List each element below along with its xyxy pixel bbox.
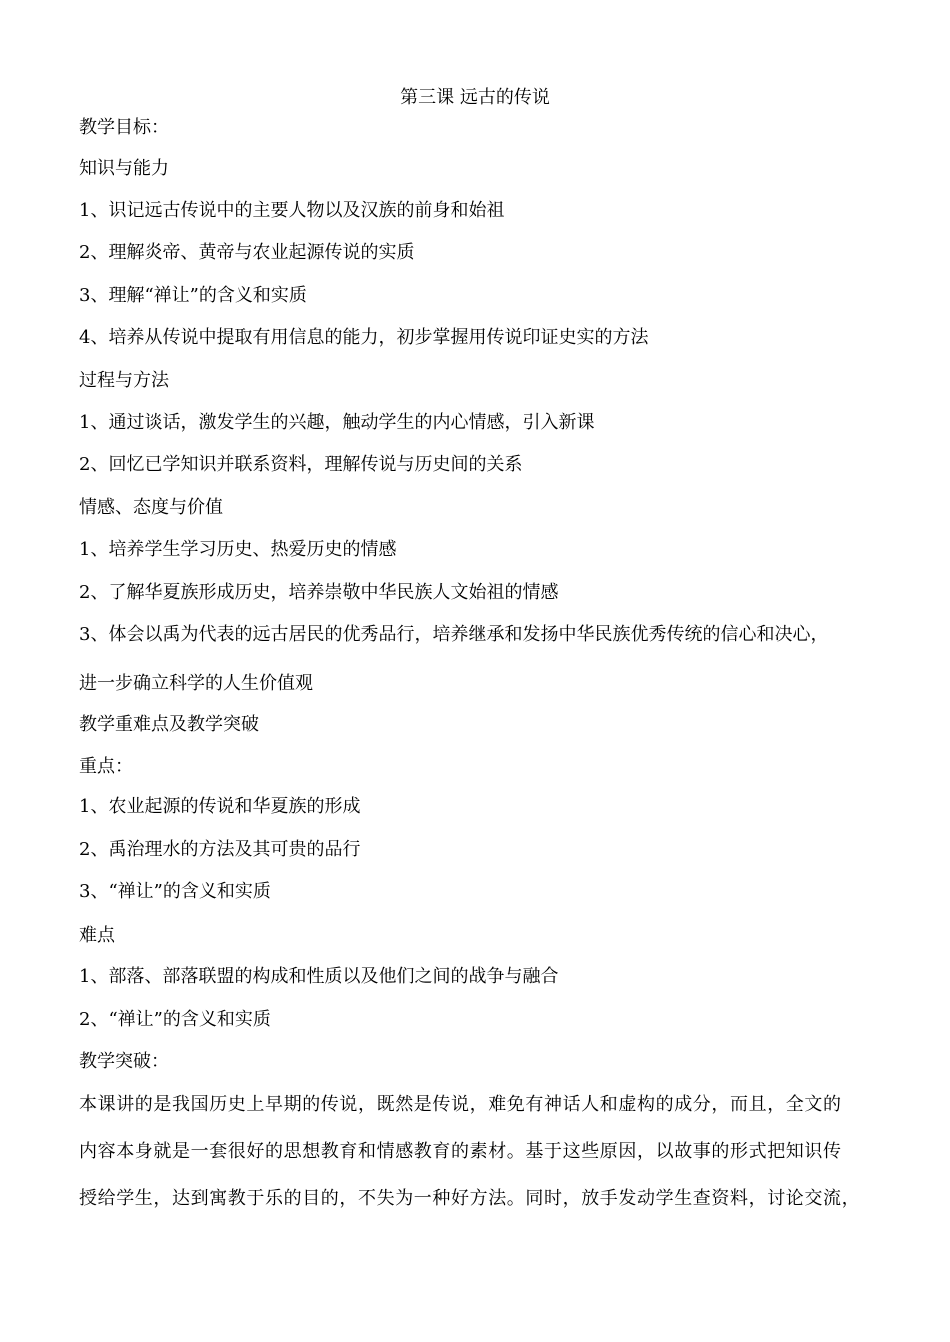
section-heading-teaching-goals: 教学目标：: [79, 117, 169, 138]
list-item: 2、理解炎帝、黄帝与农业起源传说的实质: [79, 242, 415, 263]
list-item: 2、禹治理水的方法及其可贵的品行: [79, 839, 361, 860]
list-item: 4、培养从传说中提取有用信息的能力，初步掌握用传说印证史实的方法: [79, 327, 649, 348]
list-item: 2、了解华夏族形成历史，培养崇敬中华民族人文始祖的情感: [79, 582, 559, 603]
list-item: 3、体会以禹为代表的远古居民的优秀品行，培养继承和发扬中华民族优秀传统的信心和决心，: [79, 624, 829, 645]
subheading-knowledge-ability: 知识与能力: [79, 158, 169, 179]
list-item: 2、“禅让”的含义和实质: [79, 1009, 271, 1030]
list-item: 3、理解“禅让”的含义和实质: [79, 285, 307, 306]
list-item: 1、部落、部落联盟的构成和性质以及他们之间的战争与融合: [79, 966, 559, 987]
list-item: 2、回忆已学知识并联系资料，理解传说与历史间的关系: [79, 454, 523, 475]
subheading-emotion-attitude-value: 情感、态度与价值: [79, 497, 223, 518]
section-heading-key-difficult-points: 教学重难点及教学突破: [79, 714, 259, 735]
list-item: 1、识记远古传说中的主要人物以及汉族的前身和始祖: [79, 200, 505, 221]
list-item: 3、“禅让”的含义和实质: [79, 881, 271, 902]
list-item: 1、培养学生学习历史、热爱历史的情感: [79, 539, 397, 560]
subheading-difficult-points: 难点: [79, 925, 115, 946]
list-item: 1、通过谈话，激发学生的兴趣，触动学生的内心情感，引入新课: [79, 412, 595, 433]
subheading-process-method: 过程与方法: [79, 370, 169, 391]
paragraph-line: 内容本身就是一套很好的思想教育和情感教育的素材。基于这些原因，以故事的形式把知识传: [79, 1141, 842, 1162]
list-item: 1、农业起源的传说和华夏族的形成: [79, 796, 361, 817]
paragraph-line: 本课讲的是我国历史上早期的传说，既然是传说，难免有神话人和虚构的成分，而且，全文的: [79, 1094, 842, 1115]
document-title: 第三课 远古的传说: [400, 87, 550, 108]
paragraph-line: 授给学生，达到寓教于乐的目的，不失为一种好方法。同时，放手发动学生查资料，讨论交流，: [79, 1188, 861, 1209]
subheading-key-points: 重点：: [79, 756, 133, 777]
subheading-teaching-breakthrough: 教学突破：: [79, 1051, 169, 1072]
list-item-continuation: 进一步确立科学的人生价值观: [79, 673, 313, 694]
